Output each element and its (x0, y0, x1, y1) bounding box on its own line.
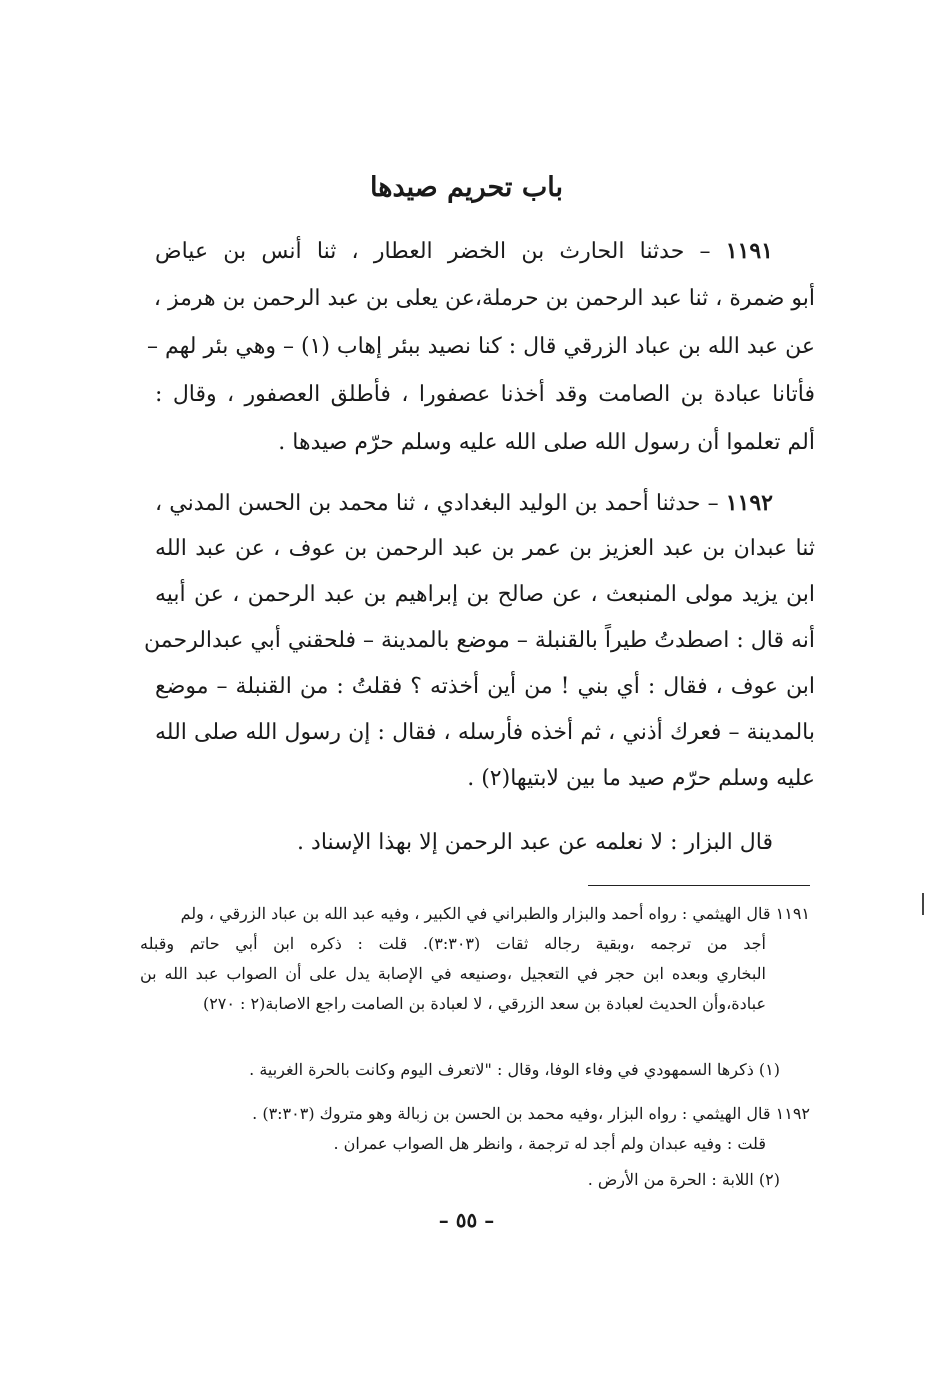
footnote-2 (140, 1170, 780, 1196)
hadith-1192-line-2: ثنا عبدان بن عبد العزيز بن عمر بن عبد الرحمن بن عوف ، عن عبد الله (155, 536, 815, 561)
hadith-1191-line-1 (155, 238, 773, 264)
footnote-1191 (140, 904, 810, 1024)
hadith-1192-line-3: ابن يزيد مولى المنبعث ، عن صالح بن إبراهيم بن عبد الرحمن ، عن أبيه (155, 582, 815, 607)
hadith-1192-line-1 (155, 490, 773, 516)
margin-mark (922, 893, 924, 915)
footnote-1-line (249, 1060, 780, 1079)
footnote-1191-line-3: البخاري وبعده ابن حجر في التعجيل ،وصنيعه في الإصابة يدل على أن الصواب عبد الله بن (140, 964, 766, 983)
footnote-1 (140, 1060, 780, 1086)
footnote-2-line (588, 1170, 780, 1189)
footnote-1192 (140, 1104, 810, 1164)
footnote-text: ذكرها السمهودي في وفاء الوفا، وقال : "لاتعرف اليوم وكانت بالحرة الغربية . (249, 1060, 754, 1079)
hadith-number: ١١٩١ (725, 238, 773, 264)
footnote-marker: (١) (758, 1060, 780, 1079)
footnote-separator (588, 885, 810, 886)
hadith-text: – حدثنا أحمد بن الوليد البغدادي ، ثنا محمد بن الحسن المدني ، (155, 491, 719, 516)
footnote-1191-line-1 (140, 904, 810, 923)
footnote-1192-line-1 (252, 1104, 810, 1123)
hadith-1191-line-5: ألم تعلموا أن رسول الله صلى الله عليه وسلم حرّم صيدها . (278, 430, 815, 455)
page-number: – ٥٥ – (438, 1208, 495, 1232)
footnote-number: ١١٩١ (775, 904, 810, 923)
footnote-text: اللابة : الحرة من الأرض . (587, 1170, 754, 1189)
hadith-1192-line-7: عليه وسلم حرّم صيد ما بين لابتيها(٢) . (467, 766, 815, 791)
footnote-number: ١١٩٢ (775, 1104, 810, 1123)
footnote-1191-line-2: أجد من ترجمه ،وبقية رجاله ثقات (٣:٣٠٣). قلت : ذكره ابن أبي حاتم وقبله (140, 934, 767, 953)
footnote-marker: (٢) (758, 1170, 780, 1189)
bazzar-note: قال البزار : لا نعلمه عن عبد الرحمن إلا بهذا الإسناد . (297, 830, 773, 855)
hadith-1192-line-5: ابن عوف ، فقال : أي بني ! من أين أخذته ؟ فقلتُ : من القنبلة – موضع (155, 674, 815, 699)
chapter-title: باب تحريم صيدها (370, 172, 563, 203)
hadith-1192-line-6: بالمدينة – فعرك أذني ، ثم أخذه فأرسله ، فقال : إن رسول الله صلى الله (155, 720, 815, 745)
hadith-1192-line-4: أنه قال : اصطدتُ طيراً بالقنبلة – موضع بالمدينة – فلحقني أبي عبدالرحمن (144, 628, 815, 653)
footnote-1191-line-4: عبادة،وأن الحديث لعبادة بن سعد الزرقي ، لا لعبادة بن الصامت راجع الاصابة(٢ : ٢٧٠) (202, 994, 766, 1013)
hadith-1191-line-2: أبو ضمرة ، ثنا عبد الرحمن بن حرملة،عن يعلى بن عبد الرحمن بن هرمز ، (153, 286, 815, 311)
footnote-1192-line-2: قلت : وفيه عبدان ولم أجد له ترجمة ، وانظر هل الصواب عمران . (333, 1134, 766, 1153)
hadith-text: – حدثنا الحارث بن الخضر العطار ، ثنا أنس بن عياض (155, 239, 711, 264)
footnote-text: قال الهيثمي : رواه البزار ،وفيه محمد بن الحسن بن زبالة وهو متروك (٣:٣٠٣) . (252, 1104, 771, 1123)
hadith-number: ١١٩٢ (725, 490, 773, 516)
footnote-text: قال الهيثمي : رواه أحمد والبزار والطبراني في الكبير ، وفيه عبد الله بن عباد الزرقي ، ولم (180, 904, 771, 923)
hadith-1191-line-3: عن عبد الله بن عباد الزرقي قال : كنا نصيد ببئر إهاب (١) – وهي بئر لهم – (147, 334, 815, 359)
hadith-1191-line-4: فأتانا عبادة بن الصامت وقد أخذنا عصفورا ، فأطلق العصفور ، وقال : (155, 382, 815, 407)
